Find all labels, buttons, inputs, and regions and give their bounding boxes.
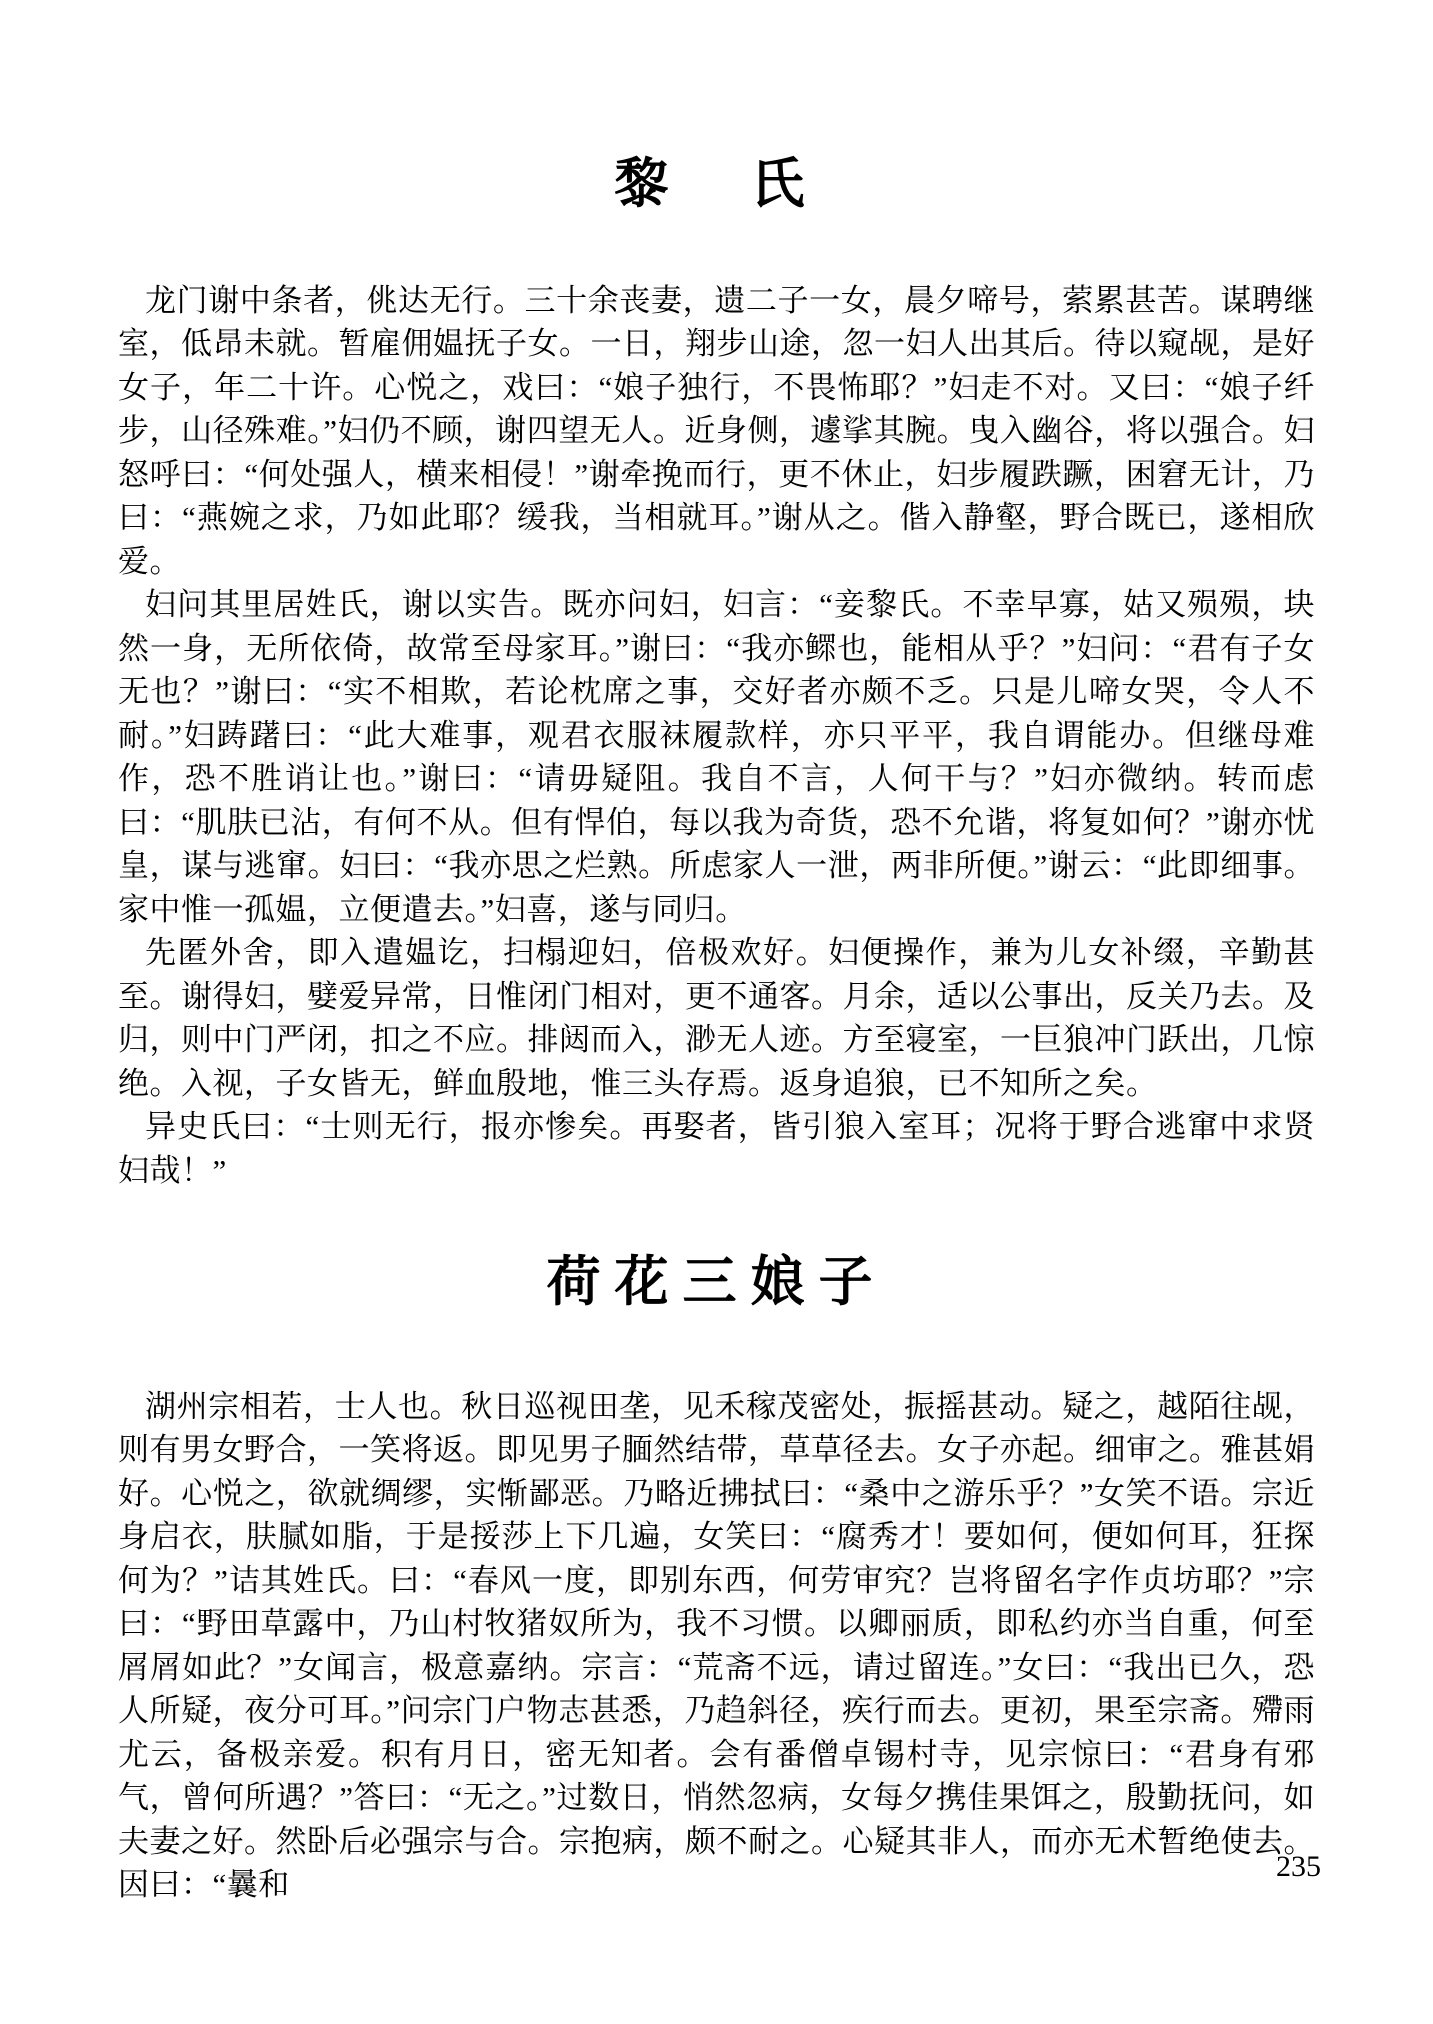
story-paragraph: 龙门谢中条者，佻达无行。三十余丧妻，遗二子一女，晨夕啼号，萦累甚苦。谋聘继室，低昂未就。暂雇佣媪抚子女。一日，翔步山途，忽一妇人出其后。待以窥觇，是好女子，年二十许。心悦之，戏曰：“娘子独行，不畏怖耶？”妇走不对。又曰：“娘子纤步，山径殊难。”妇仍不顾，谢四望无人。近身侧，遽挲其腕。曳入幽谷，将以强合。妇怒呼曰：“何处强人，横来相侵！”谢牵挽而行，更不休止，妇步履跌蹶，困窘无计，乃曰：“燕婉之求，乃如此耶？缓我，当相就耳。”谢从之。偕入静壑，野合既已，遂相欣爱。 bbox=[118, 282, 1315, 579]
story-paragraph: 先匿外舍，即入遣媪讫，扫榻迎妇，倍极欢好。妇便操作，兼为儿女补缀，辛勤甚至。谢得妇，嬖爱异常，日惟闭门相对，更不通客。月余，适以公事出，反关乃去。及归，则中门严闭，扣之不应。排闼而入，渺无人迹。方至寝室，一巨狼冲门跃出，几惊绝。入视，子女皆无，鲜血殷地，惟三头存焉。返身追狼，已不知所之矣。 bbox=[118, 935, 1315, 1101]
story-paragraph: 湖州宗相若，士人也。秋日巡视田垄，见禾稼茂密处，振摇甚动。疑之，越陌往觇，则有男女野合，一笑将返。即见男子腼然结带，草草径去。女子亦起。细审之。雅甚娟好。心悦之，欲就绸缪，实惭鄙恶。乃略近拂拭曰：“桑中之游乐乎？”女笑不语。宗近身启衣，肤腻如脂，于是挼莎上下几遍，女笑曰：“腐秀才！要如何，便如何耳，狂探何为？”诘其姓氏。曰：“春风一度，即别东西，何劳审究？岂将留名字作贞坊耶？”宗曰：“野田草露中，乃山村牧猪奴所为，我不习惯。以卿丽质，即私约亦当自重，何至屑屑如此？”女闻言，极意嘉纳。宗言：“荒斋不远，请过留连。”女曰：“我出已久，恐人所疑，夜分可耳。”问宗门户物志甚悉，乃趋斜径，疾行而去。更初，果至宗斋。殢雨尤云，备极亲爱。积有月日，密无知者。会有番僧卓锡村寺，见宗惊曰：“君身有邪气，曾何所遇？”答曰：“无之。”过数日，悄然忽病，女每夕携佳果饵之，殷勤抚问，如夫妻之好。然卧后必强宗与合。宗抱病，颇不耐之。心疑其非人，而亦无术暂绝使去。因曰：“曩和 bbox=[118, 1388, 1315, 1903]
text-block bbox=[118, 0, 1315, 1907]
story-title-li-shi: 黎 氏 bbox=[614, 154, 819, 214]
story-title-hehua-san-niangzi: 荷花三娘子 bbox=[546, 1252, 887, 1313]
story-paragraph: 妇问其里居姓氏，谢以实告。既亦问妇，妇言：“妾黎氏。不幸早寡，姑又殒殒，块然一身，无所依倚，故常至母家耳。”谢曰：“我亦鳏也，能相从乎？”妇问：“君有子女无也？”谢曰：“实不相欺，若论枕席之事，交好者亦颇不乏。只是儿啼女哭，令人不耐。”妇踌躇曰：“此大难事，观君衣服袜履款样，亦只平平，我自谓能办。但继母难作，恐不胜诮让也。”谢曰：“请毋疑阻。我自不言，人何干与？”妇亦微纳。转而虑曰：“肌肤已沾，有何不从。但有悍伯，每以我为奇货，恐不允谐，将复如何？”谢亦忧皇，谋与逃窜。妇曰：“我亦思之烂熟。所虑家人一泄，两非所便。”谢云：“此即细事。家中惟一孤媪，立便遣去。”妇喜，遂与同归。 bbox=[118, 587, 1315, 927]
story-paragraph-commentary: 异史氏曰：“士则无行，报亦惨矣。再娶者，皆引狼入室耳；况将于野合逃窜中求贤妇哉！” bbox=[118, 1109, 1315, 1188]
page-number: 235 bbox=[1276, 1850, 1321, 1883]
story-hehua-san-niangzi bbox=[118, 1254, 1315, 1907]
story-li-shi bbox=[118, 156, 1315, 1192]
